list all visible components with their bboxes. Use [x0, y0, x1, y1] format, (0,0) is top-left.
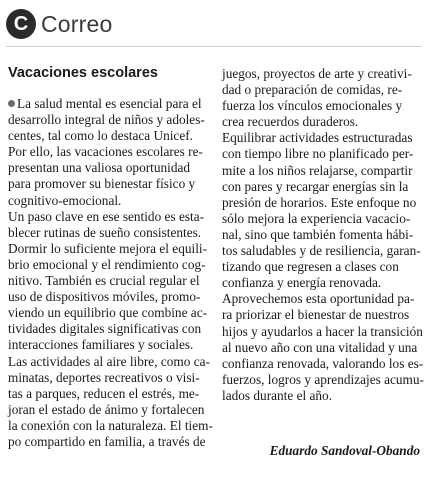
body-line: fuerza los vínculos emocionales y: [222, 98, 403, 114]
body-line: joran el estado de ánimo y fortalecen: [8, 401, 205, 417]
body-line: confianza y energía renovada.: [222, 275, 382, 291]
body-line: desarrollo integral de niños y adoles-: [8, 112, 205, 128]
body-line: minatas, deportes recreativos o visi-: [8, 369, 200, 385]
article-column-left: [8, 64, 213, 450]
body-line: tos saludables y de resiliencia, garan-: [222, 243, 421, 259]
body-line: dad o preparación de comidas, re-: [222, 82, 403, 98]
body-line: Un paso clave en ese sentido es esta-: [8, 208, 205, 224]
body-line: centes, tal como lo destaca Unicef.: [8, 128, 193, 144]
article-column-right: [222, 66, 427, 404]
body-line: mite a los niños relajarse, compartir: [222, 162, 413, 178]
body-line: blecer rutinas de sueño consistentes.: [8, 224, 202, 240]
article-body-left: [8, 96, 213, 450]
body-line: tividades digitales significativas con: [8, 321, 202, 337]
body-line: con tiempo libre no planificado per-: [222, 146, 414, 162]
body-line: brio emocional y el rendimiento cog-: [8, 256, 206, 272]
body-line: presión de horarios. Este enfoque no: [222, 194, 417, 210]
body-line: sólo mejora la experiencia vacacio-: [222, 210, 411, 226]
body-line: interacciones familiares y sociales.: [8, 337, 194, 353]
body-line: ra priorizar el bienestar de nuestros: [222, 307, 410, 323]
body-line: Aprovechemos esta oportunidad pa-: [222, 291, 415, 307]
header-divider: [6, 46, 422, 47]
body-line: para promover su bienestar físico y: [8, 176, 196, 192]
body-line: Las actividades al aire libre, como ca-: [8, 353, 210, 369]
body-line: al nuevo año con una vitalidad y una: [222, 339, 418, 355]
body-line: crea recuerdos duraderos.: [222, 114, 359, 130]
section-badge-icon: [6, 9, 36, 39]
body-line: uso de dispositivos móviles, promo-: [8, 289, 201, 305]
body-line: confianza renovada, valorando los es-: [222, 355, 424, 371]
body-line: Dormir lo suficiente mejora el equili-: [8, 240, 208, 256]
section-header: [6, 6, 113, 42]
bullet-icon: [8, 100, 15, 107]
body-line: juegos, proyectos de arte y creativi-: [222, 66, 412, 81]
body-line: la conexión con la naturaleza. El tiem-: [8, 417, 213, 433]
body-line: hijos y ayudarlos a hacer la transición: [222, 323, 423, 339]
body-line: lados durante el año.: [222, 387, 333, 403]
body-line-text: La salud mental es esencial para el: [17, 96, 202, 111]
body-line: po compartido en familia, a través de: [8, 433, 206, 449]
body-line: con pares y recargar energías sin la: [222, 178, 409, 194]
body-line: [8, 96, 213, 112]
body-line: Por ello, las vacaciones escolares re-: [8, 144, 203, 160]
body-line: presentan una valiosa oportunidad: [8, 160, 191, 176]
section-name: Correo: [41, 10, 113, 37]
body-line: tizando que regresen a clases con: [222, 259, 399, 275]
body-line: tas a parques, reducen el estrés, me-: [8, 385, 200, 401]
article-headline: Vacaciones escolares: [8, 65, 158, 81]
body-line: Equilibrar actividades estructuradas: [222, 130, 413, 146]
body-line: nal, sino que también fomenta hábi-: [222, 226, 414, 242]
body-line: nitivo. También es crucial regular el: [8, 273, 200, 289]
body-line: fuerzos, logros y aprendizajes acumu-: [222, 371, 424, 387]
author-signature: Eduardo Sandoval-Obando: [269, 443, 420, 458]
article-body-right: [222, 66, 427, 404]
section-badge-letter: C: [13, 13, 29, 35]
body-line: cognitivo-emocional.: [8, 192, 122, 208]
body-line: viendo un equilibrio que combine ac-: [8, 305, 208, 321]
